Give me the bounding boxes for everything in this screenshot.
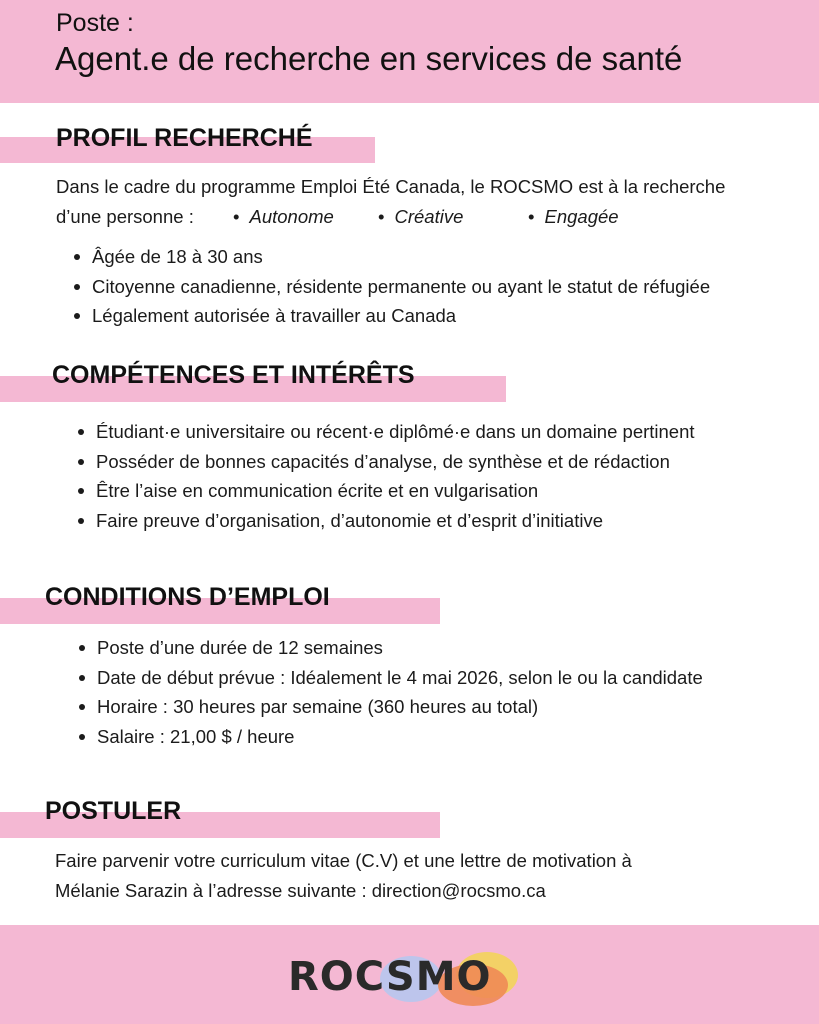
- profil-intro-line1: Dans le cadre du programme Emploi Été Canada, le ROCSMO est à la recherche: [56, 176, 726, 197]
- list-item: Étudiant·e universitaire ou récent·e diplômé·e dans un domaine pertinent: [75, 417, 695, 447]
- list-item: Citoyenne canadienne, résidente permanente ou ayant le statut de réfugiée: [71, 272, 710, 302]
- postuler-line1: Faire parvenir votre curriculum vitae (C.V) et une lettre de motivation à: [55, 850, 632, 871]
- section-heading-competences: COMPÉTENCES ET INTÉRÊTS: [52, 361, 415, 389]
- list-item: Être l’aise en communication écrite et en vulgarisation: [75, 476, 695, 506]
- section-heading-profil: PROFIL RECHERCHÉ: [56, 124, 313, 152]
- list-item: Poste d’une durée de 12 semaines: [76, 633, 703, 663]
- list-item: Âgée de 18 à 30 ans: [71, 242, 710, 272]
- trait-item: • Engagée: [528, 206, 619, 227]
- list-item: Légalement autorisée à travailler au Canada: [71, 301, 710, 331]
- section-heading-conditions: CONDITIONS D’EMPLOI: [45, 583, 330, 611]
- rocsmo-logo: [288, 948, 533, 1008]
- trait-item: • Créative: [378, 206, 464, 227]
- header-banner: [0, 0, 819, 103]
- logo-text: ROCSMO: [288, 954, 492, 1000]
- profil-intro-line2: d’une personne :: [56, 206, 194, 227]
- competences-list: [75, 417, 695, 535]
- list-item: Date de début prévue : Idéalement le 4 mai 2026, selon le ou la candidate: [76, 663, 703, 693]
- section-heading-postuler: POSTULER: [45, 797, 182, 825]
- list-item: Salaire : 21,00 $ / heure: [76, 722, 703, 752]
- profil-list: [71, 242, 710, 331]
- poste-label: Poste :: [56, 9, 134, 37]
- list-item: Horaire : 30 heures par semaine (360 heures au total): [76, 692, 703, 722]
- conditions-list: [76, 633, 703, 751]
- page-title: Agent.e de recherche en services de santé: [55, 40, 683, 77]
- list-item: Posséder de bonnes capacités d’analyse, de synthèse et de rédaction: [75, 447, 695, 477]
- list-item: Faire preuve d’organisation, d’autonomie et d’esprit d’initiative: [75, 506, 695, 536]
- trait-item: • Autonome: [233, 206, 334, 227]
- postuler-line2: Mélanie Sarazin à l’adresse suivante : direction@rocsmo.ca: [55, 880, 546, 901]
